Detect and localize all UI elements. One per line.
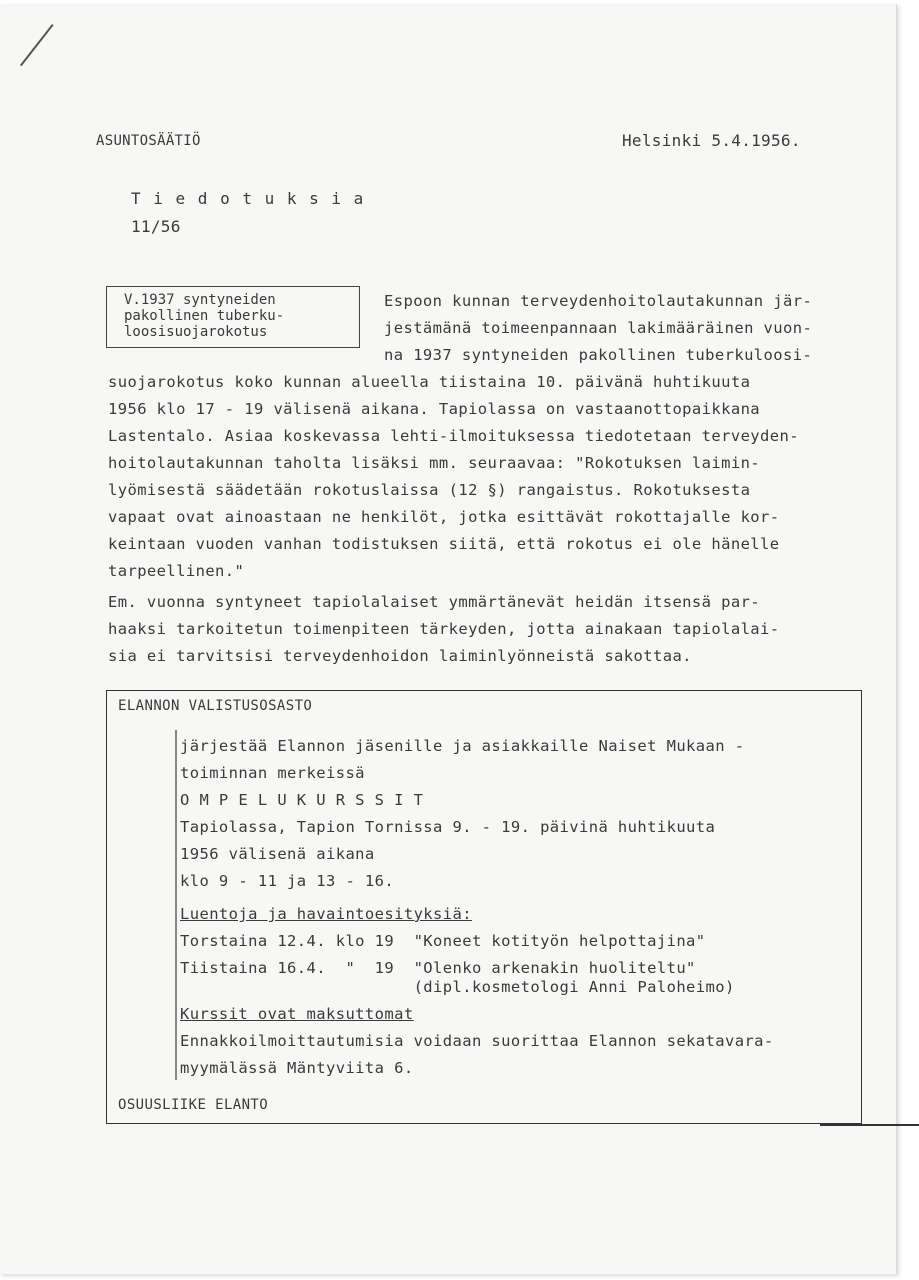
article-line: Em. vuonna syntyneet tapiolalaiset ymmärtänevät heidän itsensä par- <box>108 593 761 611</box>
announcement-intro-line: järjestää Elannon jäsenille ja asiakkaille Naiset Mukaan - <box>180 737 745 755</box>
sidebar-line: V.1937 syntyneiden <box>124 292 276 308</box>
lecture-line: Torstaina 12.4. klo 19 "Koneet kotityön helpottajina" <box>180 932 706 950</box>
article-line: Espoon kunnan terveydenhoitolautakunnan jär- <box>384 292 813 310</box>
lecture-line: Tiistaina 16.4. " 19 "Olenko arkenakin huoliteltu" <box>180 959 696 977</box>
announcement-footer: OSUUSLIIKE ELANTO <box>118 1097 269 1113</box>
sidebar-line: pakollinen tuberku- <box>124 308 285 324</box>
article-line: sia ei tarvitsisi terveydenhoidon laiminlyönneistä sakottaa. <box>108 647 692 665</box>
article-line: haaksi tarkoitetun toimenpiteen tärkeyden, jotta ainakaan tapiolalai- <box>108 620 780 638</box>
free-courses-note: Kurssit ovat maksuttomat <box>180 1005 414 1023</box>
document-date: Helsinki 5.4.1956. <box>622 131 801 150</box>
article-line: vapaat ovat ainoastaan ne henkilöt, jotka esittävät rokottajalle kor- <box>108 508 780 526</box>
sidebar-line: loosisuojarokotus <box>124 324 268 340</box>
registration-line: myymälässä Mäntyviita 6. <box>180 1059 414 1077</box>
article-line: hoitolautakunnan taholta lisäksi mm. seuraavaa: "Rokotuksen laimin- <box>108 454 761 472</box>
article-line: 1956 klo 17 - 19 välisenä aikana. Tapiolassa on vastaanottopaikkana <box>108 400 761 418</box>
article-line: jestämänä toimeenpannaan lakimääräinen vuon- <box>384 319 813 337</box>
article-line: lyömisestä säädetään rokotuslaissa (12 §) rangaistus. Rokotuksesta <box>108 481 751 499</box>
article-line: tarpeellinen." <box>108 562 245 580</box>
organization-name: ASUNTOSÄÄTIÖ <box>96 133 201 149</box>
article-line: keintaan vuoden vanhan todistuksen siitä, että rokotus ei ole hänelle <box>108 535 780 553</box>
registration-line: Ennakkoilmoittautumisia voidaan suorittaa Elannon sekatavara- <box>180 1032 774 1050</box>
edge-line <box>820 1124 919 1126</box>
lectures-heading: Luentoja ja havaintoesityksiä: <box>180 905 472 923</box>
announcement-intro-line: toiminnan merkeissä <box>180 764 365 782</box>
article-line: Lastentalo. Asiaa koskevassa lehti-ilmoituksessa tiedotetaan terveyden- <box>108 427 799 445</box>
article-line: na 1937 syntyneiden pakollinen tuberkuloosi- <box>384 346 813 364</box>
course-detail-line: Tapiolassa, Tapion Tornissa 9. - 19. päivinä huhtikuuta <box>180 818 716 836</box>
bulletin-title: T i e d o t u k s i a <box>131 189 365 208</box>
announcement-header: ELANNON VALISTUSOSASTO <box>118 698 313 714</box>
course-title: O M P E L U K U R S S I T <box>180 791 424 809</box>
course-detail-line: klo 9 - 11 ja 13 - 16. <box>180 872 395 890</box>
article-line: suojarokotus koko kunnan alueella tiistaina 10. päivänä huhtikuuta <box>108 373 751 391</box>
lecture-line: (dipl.kosmetologi Anni Paloheimo) <box>180 978 735 996</box>
announcement-margin-rule <box>175 730 177 1080</box>
course-detail-line: 1956 välisenä aikana <box>180 845 375 863</box>
issue-number: 11/56 <box>131 217 181 236</box>
sidebar-text <box>124 292 284 340</box>
